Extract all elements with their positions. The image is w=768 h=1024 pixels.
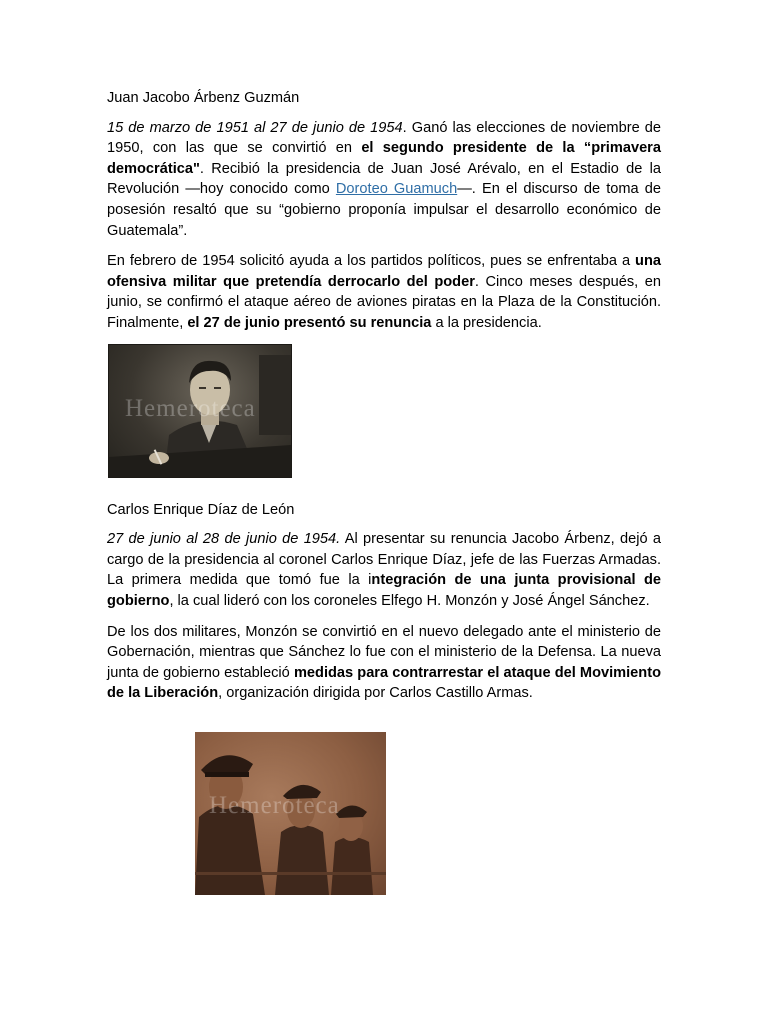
paragraph-arbenz-term	[107, 118, 661, 242]
watermark: Hemeroteca	[209, 791, 340, 819]
document-page	[107, 88, 661, 895]
text: a la presidencia.	[431, 314, 542, 331]
text: De los dos militares, Monzón se convirtió en el nuevo delegado ante el ministerio de Gobernación, mientras que Sánchez lo fue con el ministerio de la Defensa. La nueva junta de gobierno estableció	[107, 623, 661, 681]
term-dates: 15 de marzo de 1951 al 27 de junio de 1954	[107, 119, 403, 136]
bold-text: el 27 de junio presentó su renuncia	[187, 314, 432, 331]
text: . Recibió la presidencia de Juan José Arévalo, en el Estadio de la Revolución —hoy conocido como	[107, 160, 661, 198]
bold-text: medidas para contrarrestar el ataque del Movimiento de la Liberación	[107, 664, 661, 702]
photo-arbenz	[108, 344, 292, 478]
text: Al presentar su renuncia Jacobo Árbenz, dejó a cargo de la presidencia al coronel Carlos Enrique Díaz, jefe de las Fuerzas Armadas. La primera medida que tomó fue la i	[107, 531, 661, 589]
bold-text: el segundo presidente de la “primavera democrática"	[107, 140, 661, 177]
text: , la cual lideró con los coroneles Elfego H. Monzón y José Ángel Sánchez.	[169, 592, 650, 609]
text: . Ganó las elecciones de noviembre de 1950, con las que se convirtió en	[107, 119, 661, 157]
paragraph-junta	[107, 622, 661, 704]
section-heading-diaz: Carlos Enrique Díaz de León	[107, 501, 295, 518]
paragraph-diaz-term	[107, 529, 661, 611]
text: —. En el discurso de toma de posesión resaltó que su “gobierno proponía impulsar el desarrollo económico de Guatemala”.	[107, 181, 661, 239]
watermark: Hemeroteca	[125, 394, 256, 422]
doroteo-guamuch-link[interactable]: Doroteo Guamuch	[335, 181, 458, 198]
text: En febrero de 1954 solicitó ayuda a los partidos políticos, pues se enfrentaba a	[107, 253, 636, 270]
text: , organización dirigida por Carlos Castillo Armas.	[218, 685, 533, 702]
photo-junta	[195, 732, 386, 895]
term-dates: 27 de junio al 28 de junio de 1954.	[107, 531, 341, 548]
bold-text: una ofensiva militar que pretendía derrocarlo del poder	[107, 253, 661, 290]
text: . Cinco meses después, en junio, se confirmó el ataque aéreo de aviones piratas en la Plaza de la Constitución. Finalmente,	[107, 273, 661, 331]
bold-text: ntegración de una junta provisional de gobierno	[107, 572, 661, 609]
paragraph-arbenz-resignation	[107, 251, 661, 333]
section-heading-arbenz: Juan Jacobo Árbenz Guzmán	[107, 90, 300, 106]
